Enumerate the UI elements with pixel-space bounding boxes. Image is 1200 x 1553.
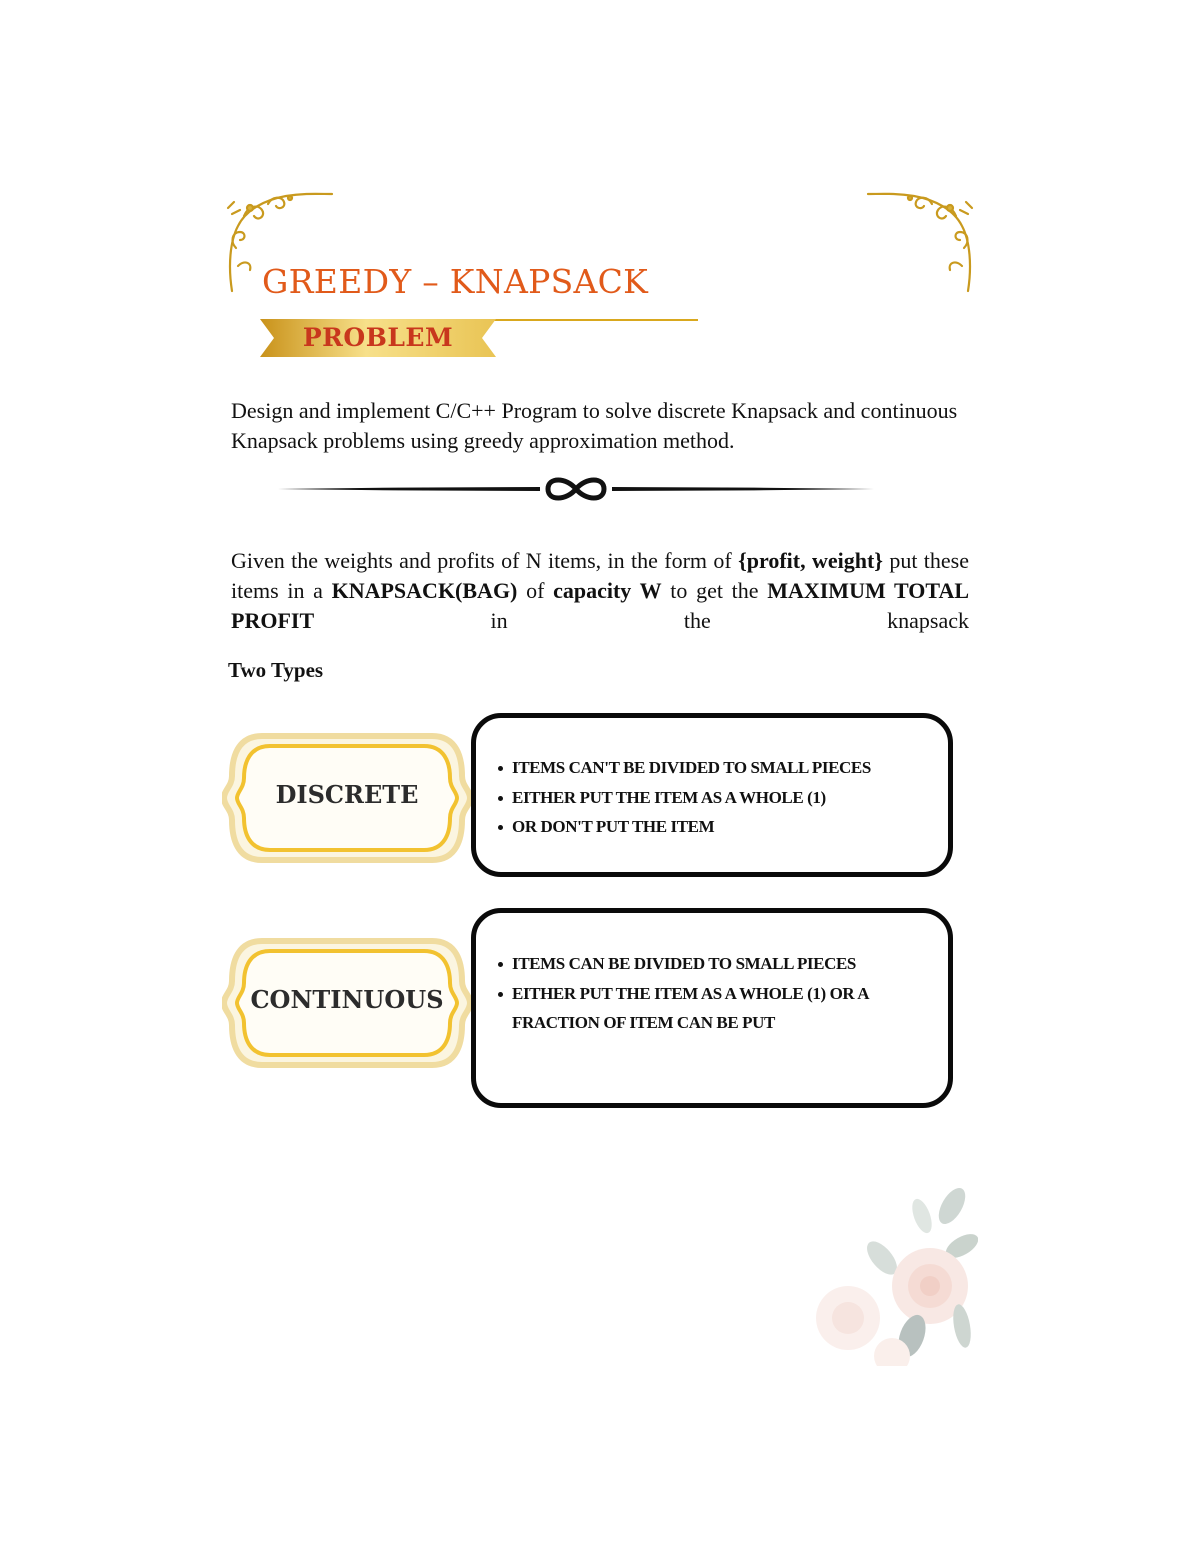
definition-paragraph	[231, 546, 969, 666]
badge-continuous	[222, 933, 472, 1073]
list-item: ITEMS CAN'T BE DIVIDED TO SMALL PIECES	[476, 753, 948, 783]
ribbon-subtitle: PROBLEM	[302, 323, 454, 352]
definition-text-1: Given the weights and profits of N items, in the form of	[231, 548, 739, 573]
definition-text-4: to get the	[661, 578, 768, 603]
definition-text-3: of	[517, 578, 554, 603]
discrete-points-list	[476, 753, 948, 842]
intro-paragraph: Design and implement C/C++ Program to solve discrete Knapsack and continuous Knapsack problems using greedy approximation method.	[231, 398, 958, 453]
list-item: ITEMS CAN BE DIVIDED TO SMALL PIECES	[476, 949, 948, 979]
badge-continuous-label: CONTINUOUS	[250, 985, 444, 1014]
definition-bold-2: KNAPSACK(BAG)	[331, 578, 518, 603]
infinity-divider-icon	[278, 474, 874, 504]
definition-bold-3: capacity W	[553, 578, 662, 603]
discrete-details-box	[471, 713, 953, 877]
definition-bold-1: {profit, weight}	[738, 548, 883, 573]
list-item: EITHER PUT THE ITEM AS A WHOLE (1)	[476, 783, 948, 813]
badge-discrete-label: DISCRETE	[275, 780, 419, 809]
floral-decoration-icon	[812, 1186, 978, 1366]
badge-discrete	[222, 728, 472, 868]
definition-text-5: in the knapsack	[314, 608, 969, 633]
definition-text-2: put these items in a	[231, 548, 969, 603]
continuous-details-box	[471, 908, 953, 1108]
list-item: OR DON'T PUT THE ITEM	[476, 812, 948, 842]
list-item: EITHER PUT THE ITEM AS A WHOLE (1) OR A FRACTION OF ITEM CAN BE PUT	[476, 979, 948, 1038]
corner-flourish-right-icon	[866, 186, 976, 296]
page-title: GREEDY – KNAPSACK	[262, 262, 649, 301]
continuous-points-list	[476, 949, 948, 1038]
types-heading: Two Types	[228, 658, 324, 682]
definition-bold-4: MAXIMUM TOTAL PROFIT	[231, 578, 970, 633]
